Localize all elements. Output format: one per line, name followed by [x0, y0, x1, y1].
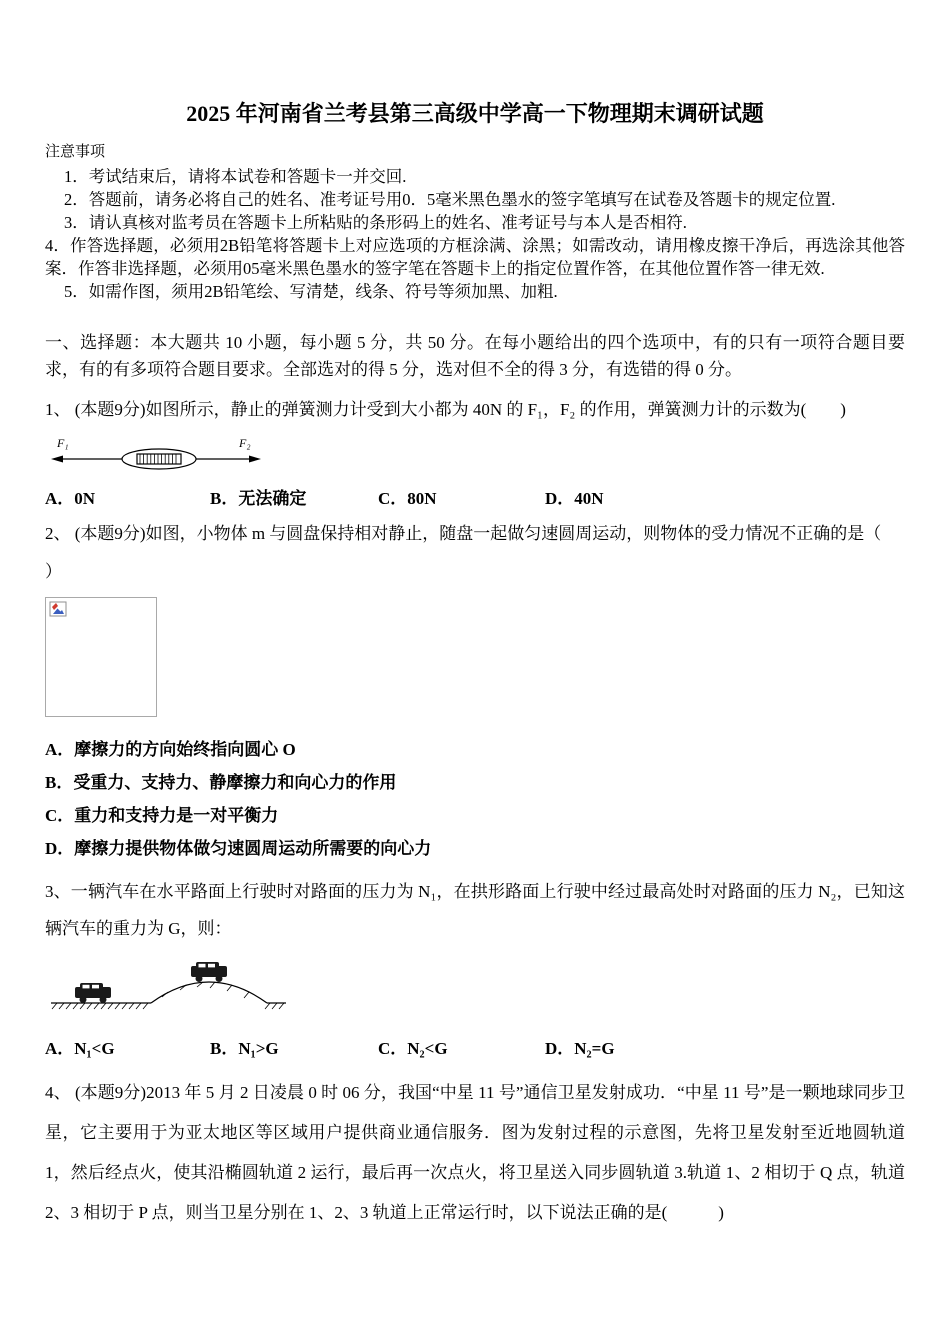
notice-heading: 注意事项 — [45, 144, 106, 160]
question-2-option-a: A．摩擦力的方向始终指向圆心 O — [45, 740, 296, 759]
notice-item-3: 3．请认真核对监考员在答题卡上所粘贴的条形码上的姓名、准考证号与本人是否相符. — [64, 213, 687, 232]
force-f1-arrowhead — [51, 456, 63, 463]
broken-image-icon — [49, 601, 69, 619]
question-3-option-a: A．N₁<G — [45, 1039, 115, 1058]
question-2-option-b: B．受重力、支持力、静摩擦力和向心力的作用 — [45, 773, 397, 792]
question-3-option-b: B．N₁>G — [210, 1039, 279, 1058]
question-2-text-line1: 2、 (本题9分)如图，小物体 m 与圆盘保持相对静止，随盘一起做匀速圆周运动，则物体的受力情况不正确的是（ — [45, 524, 882, 543]
document-title: 2025 年河南省兰考县第三高级中学高一下物理期末调研试题 — [186, 101, 764, 126]
spring-scale-figure — [49, 433, 289, 477]
question-2-text-line2: ） — [45, 562, 62, 581]
question-2-option-c: C．重力和支持力是一对平衡力 — [45, 806, 279, 825]
question-4-text: 4、 (本题9分)2013 年 5 月 2 日凌晨 0 时 06 分，我国“中星 11 号”通信卫星发射成功．“中星 11 号”是一颗地球同步卫星，它主要用于为亚太地区等区域用户提供商业通信服务．图为发射过程的示意图，先将卫星发射至近地圆轨道 1，然后经点火，使其沿椭圆轨道 2 运行，最后再一次点火，将卫星送入同步圆轨道 3.轨道 1、2 相切于 Q 点，轨道 2、3 相切于 P 点，则当卫星分别在 1、2、3 轨道上正常运行时，以下说法正确的是( ) — [45, 1083, 905, 1222]
notice-item-4: 4．作答选择题，必须用2B铅笔将答题卡上对应选项的方框涂满、涂黑；如需改动，请用橡皮擦干净后，再选涂其他答案．作答非选择题，必须用05毫米黑色墨水的签字笔在答题卡上的指定位置作答，在其他位置作答一律无效. — [45, 236, 905, 278]
notice-item-5: 5．如需作图，须用2B铅笔绘、写清楚，线条、符号等须加黑、加粗. — [64, 282, 558, 301]
question-1-option-d: D．40N — [545, 489, 604, 508]
question-1-text: 1、 (本题9分)如图所示，静止的弹簧测力计受到大小都为 40N 的 F₁，F₂ 的作用，弹簧测力计的示数为( ) — [45, 400, 846, 419]
question-2-image-placeholder — [45, 597, 157, 717]
question-3-option-c: C．N₂<G — [378, 1039, 448, 1058]
question-1-option-c: C．80N — [378, 489, 437, 508]
question-1-option-b: B．无法确定 — [210, 489, 307, 508]
notice-item-1: 1．考试结束后，请将本试卷和答题卡一并交回. — [64, 167, 407, 186]
question-2 — [45, 515, 905, 865]
force-f1-label: F₁ — [57, 436, 69, 450]
question-1-option-a: A．0N — [45, 489, 96, 508]
notice-item-2: 2．答题前，请务必将自己的姓名、准考证号用0．5毫米黑色墨水的签字笔填写在试卷及答题卡的规定位置. — [64, 190, 836, 209]
notice-list — [45, 165, 905, 303]
force-f2-label: F₂ — [239, 436, 251, 450]
car-on-arched-road — [191, 962, 227, 982]
spring-scale-drawing — [61, 449, 250, 469]
force-f2-arrowhead — [249, 456, 261, 463]
question-3-option-d: D．N₂=G — [545, 1039, 615, 1058]
question-2-options — [45, 733, 905, 865]
question-3-text: 3、一辆汽车在水平路面上行驶时对路面的压力为 N₁，在拱形路面上行驶中经过最高处时对路面的压力 N₂，已知这辆汽车的重力为 G，则： — [45, 882, 905, 938]
question-3 — [45, 873, 905, 1061]
cars-on-road-figure — [49, 957, 289, 1021]
question-3-options — [45, 1037, 905, 1061]
section-1-heading: 一、选择题：本大题共 10 小题，每小题 5 分，共 50 分。在每小题给出的四个选项中，有的只有一项符合题目要求，有的有多项符合题目要求。全部选对的得 5 分，选对但不全的得 3 分，有选错的得 0 分。 — [45, 333, 905, 379]
question-2-text — [45, 515, 905, 591]
question-4 — [45, 1073, 905, 1233]
question-1-options — [45, 487, 905, 511]
question-2-option-d: D．摩擦力提供物体做匀速圆周运动所需要的向心力 — [45, 839, 432, 858]
car-on-flat-road — [75, 983, 111, 1003]
question-1 — [45, 396, 905, 511]
